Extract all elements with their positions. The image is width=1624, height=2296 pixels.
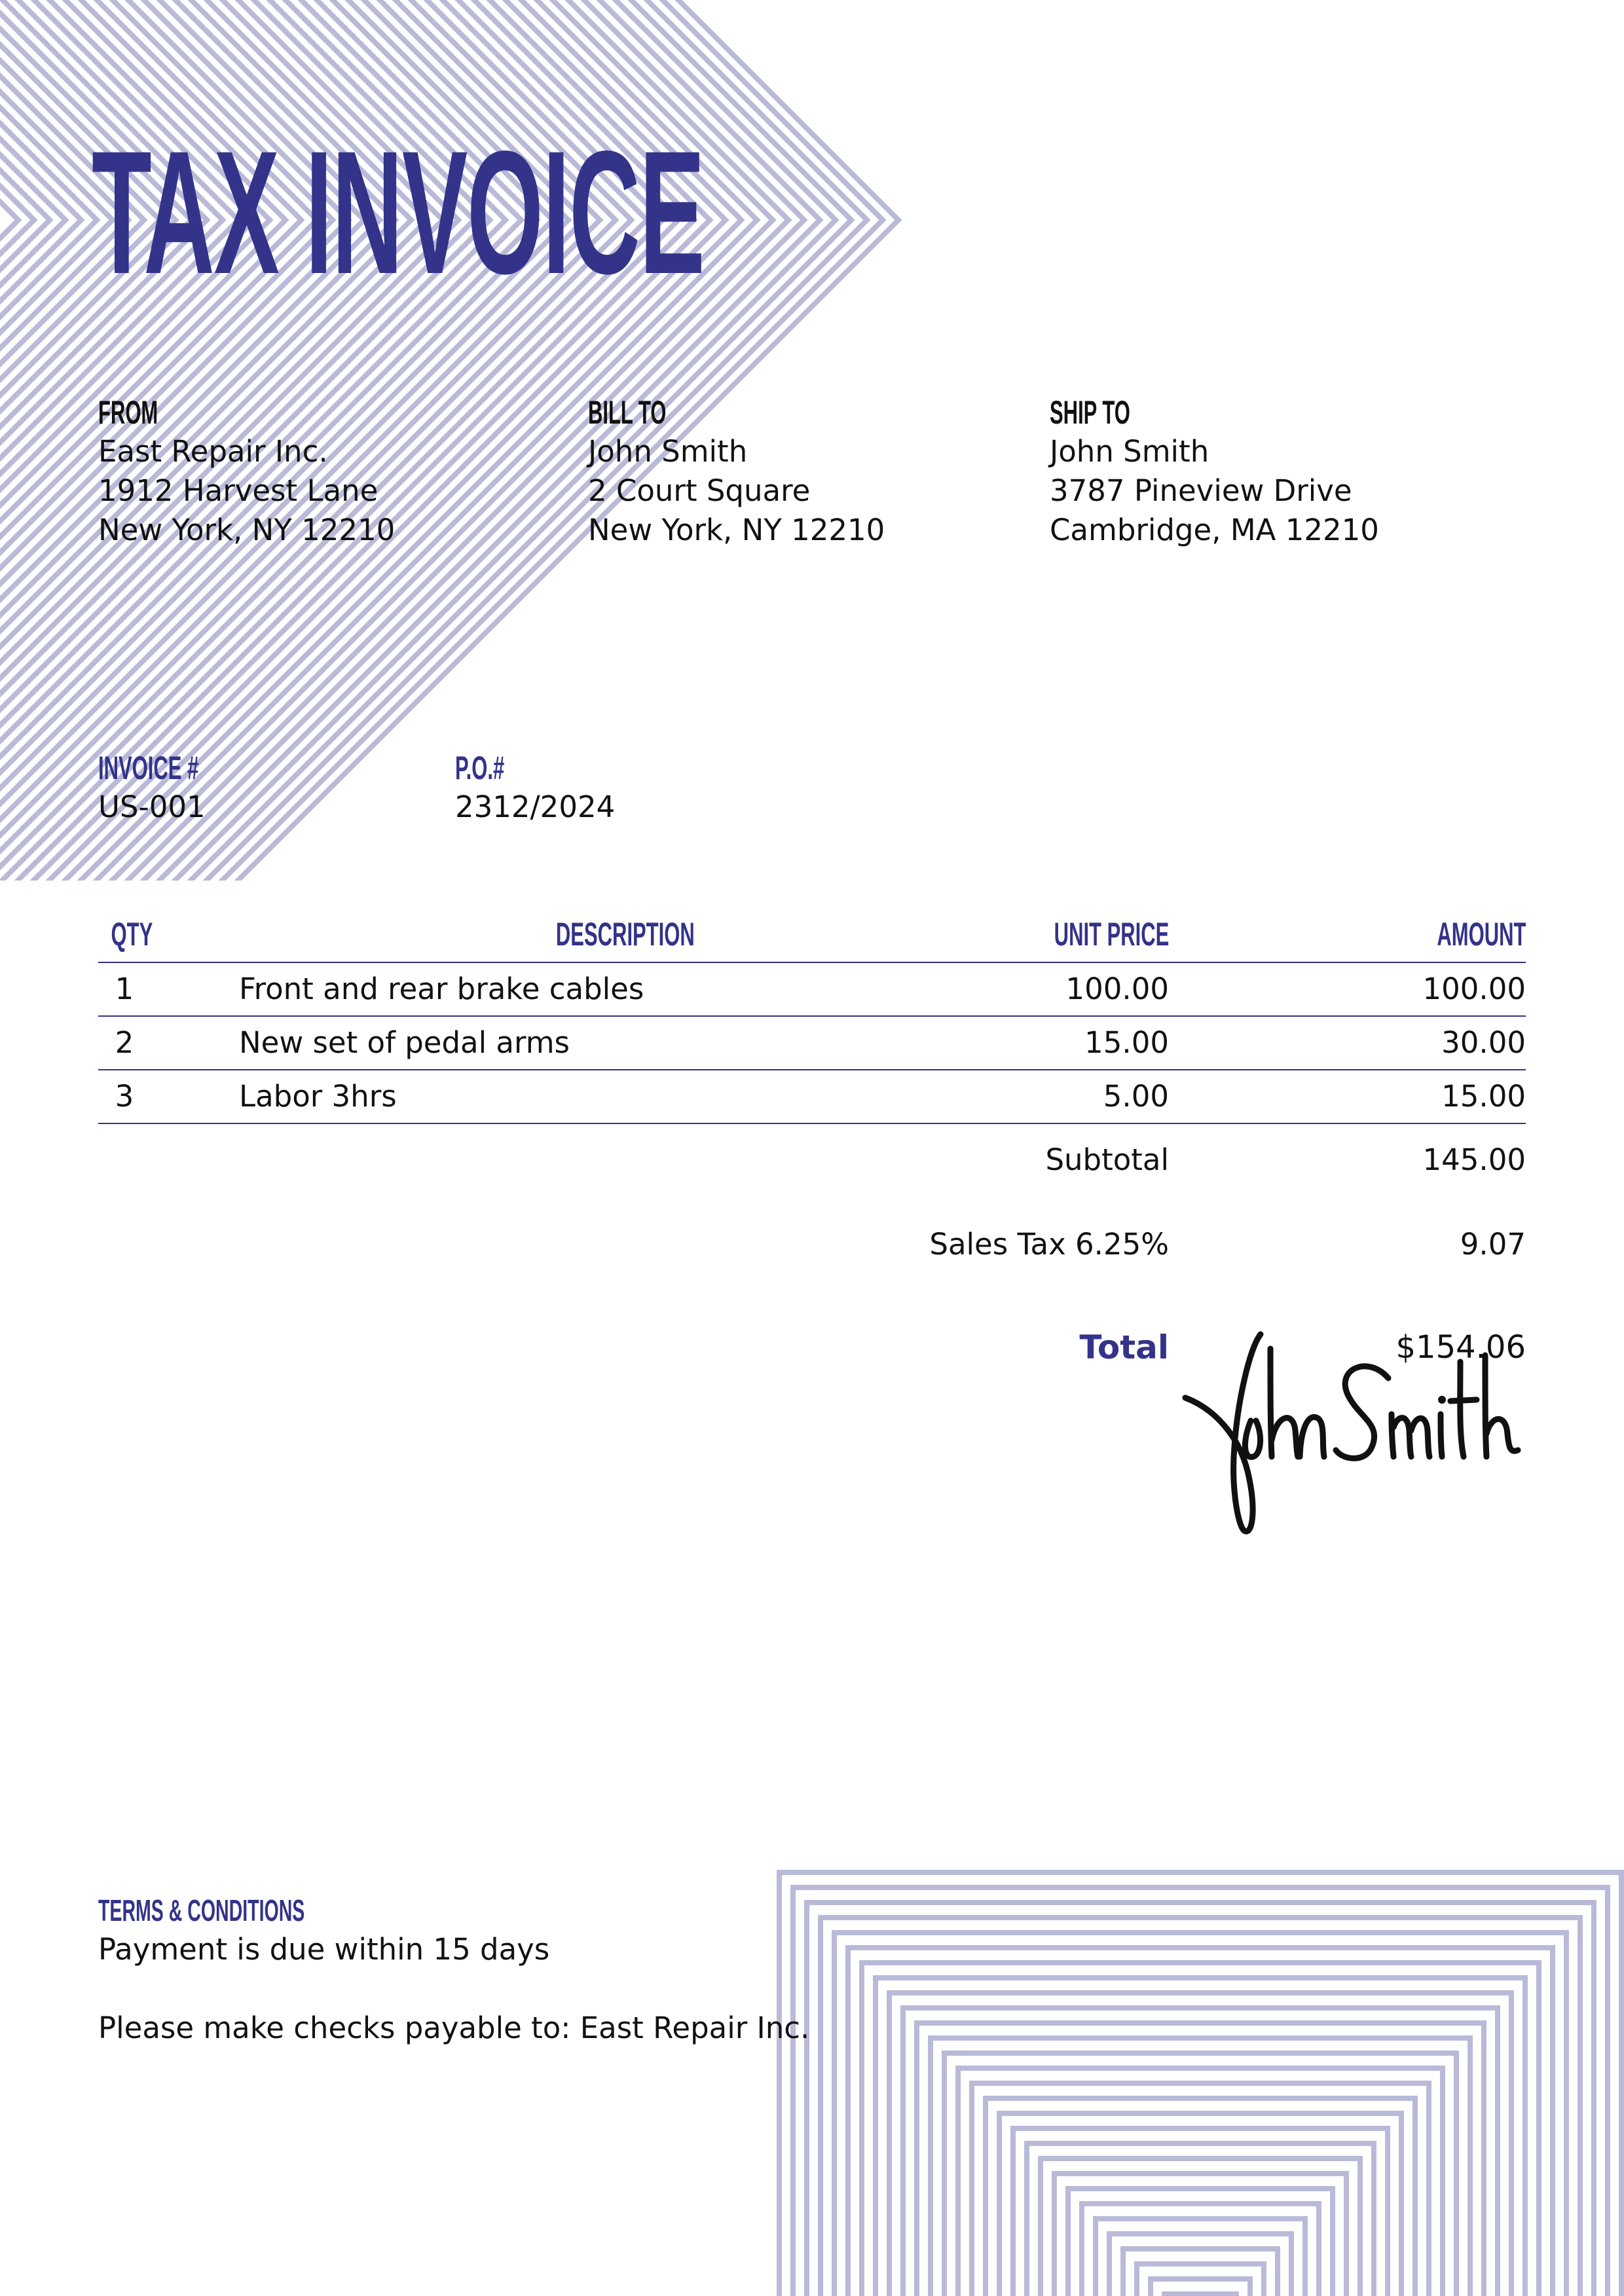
bill-to-city: New York, NY 12210 [588, 513, 885, 547]
row-description: New set of pedal arms [239, 1025, 570, 1060]
row-unit-price: 15.00 [1084, 1025, 1169, 1060]
ship-to-heading: SHIP TO [1050, 394, 1130, 431]
po-number-block [455, 748, 615, 827]
from-company: East Repair Inc. [98, 434, 328, 469]
bill-to-block [588, 393, 885, 550]
ship-to-block [1050, 393, 1379, 550]
subtotal-label: Subtotal [1045, 1142, 1169, 1177]
invoice-number-label: INVOICE # [98, 750, 199, 786]
ship-to-street: 3787 Pineview Drive [1050, 473, 1352, 508]
bottom-pyramid-pattern [777, 1870, 1624, 2296]
row-description: Front and rear brake cables [239, 972, 644, 1006]
row-unit-price: 100.00 [1065, 972, 1169, 1006]
bill-to-name: John Smith [588, 434, 748, 469]
from-block [98, 393, 395, 550]
qty-header: QTY [111, 916, 153, 953]
signature-image [1172, 1322, 1526, 1545]
ship-to-city: Cambridge, MA 12210 [1050, 513, 1379, 547]
terms-payment-due: Payment is due within 15 days [98, 1932, 550, 1967]
terms-block [98, 1891, 809, 2048]
table-header-row [98, 911, 1526, 963]
row-qty: 2 [115, 1025, 134, 1060]
description-header: DESCRIPTION [556, 916, 695, 953]
sales-tax-value: 9.07 [1460, 1227, 1526, 1262]
row-qty: 1 [115, 972, 134, 1006]
subtotal-value: 145.00 [1422, 1142, 1526, 1177]
unit-price-header: UNIT PRICE [1054, 916, 1169, 953]
table-row [98, 1017, 1526, 1070]
terms-payable-to: Please make checks payable to: East Repair Inc. [98, 2011, 810, 2045]
po-number-label: P.O.# [455, 750, 505, 786]
row-amount: 100.00 [1422, 972, 1526, 1006]
sales-tax-label: Sales Tax 6.25% [929, 1227, 1169, 1262]
ship-to-name: John Smith [1050, 434, 1209, 469]
subtotal-row [786, 1139, 1526, 1181]
total-label: Total [1079, 1328, 1169, 1366]
total-value: $154.06 [1395, 1329, 1526, 1366]
amount-header: AMOUNT [1436, 916, 1526, 953]
row-amount: 30.00 [1441, 1025, 1526, 1060]
invoice-number-block [98, 748, 260, 827]
row-description: Labor 3hrs [239, 1079, 397, 1114]
row-amount: 15.00 [1441, 1079, 1526, 1114]
po-number-value: 2312/2024 [455, 790, 616, 824]
line-items-table [98, 911, 1526, 1124]
table-row [98, 1070, 1526, 1124]
bill-to-heading: BILL TO [588, 394, 667, 431]
document-title: TAX INVOICE [92, 114, 705, 310]
row-qty: 3 [115, 1079, 134, 1114]
sales-tax-row [786, 1224, 1526, 1266]
terms-heading: TERMS & CONDITIONS [98, 1893, 305, 1927]
from-city: New York, NY 12210 [98, 513, 396, 547]
row-unit-price: 5.00 [1103, 1079, 1169, 1114]
from-heading: FROM [98, 394, 158, 431]
table-row [98, 963, 1526, 1017]
bill-to-street: 2 Court Square [588, 473, 811, 508]
invoice-number-value: US-001 [98, 790, 206, 824]
from-street: 1912 Harvest Lane [98, 473, 378, 508]
